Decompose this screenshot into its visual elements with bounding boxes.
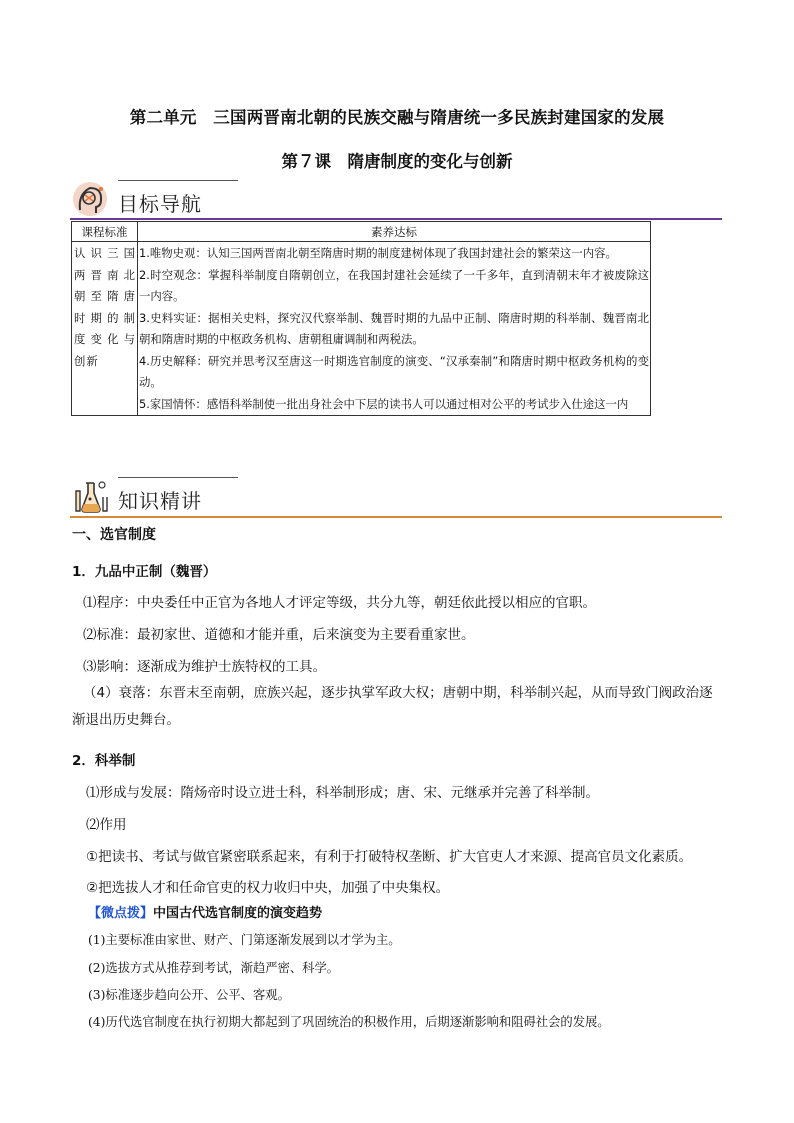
tip-label: 【微点拨】: [88, 906, 154, 921]
table-header: 课程标准: [72, 222, 138, 242]
paragraph: ⑵标准：最初家世、道德和才能并重，后来演变为主要看重家世。: [83, 627, 475, 643]
standard-line: 朝至隋唐: [74, 289, 136, 303]
tip-title: [88, 902, 322, 921]
tip-item: (1)主要标准由家世、财产、门第逐渐发展到以才学为主。: [88, 933, 401, 947]
header-rule: [70, 218, 722, 220]
standard-line: 创新: [74, 353, 99, 368]
lab-flask-icon: [70, 477, 110, 515]
tip-item: (2)选拔方式从推荐到考试，渐趋严密、科学。: [88, 961, 340, 975]
competency-goals-cell: [138, 242, 651, 416]
sub-heading: 1．九品中正制（魏晋）: [72, 564, 217, 580]
paragraph: ①把读书、考试与做官紧密联系起来，有利于打破特权垄断、扩大官吏人才来源、提高官员文化素质。: [86, 849, 693, 865]
header-rule: [70, 516, 722, 518]
tip-heading: 中国古代选官制度的演变趋势: [153, 906, 323, 921]
paragraph: ⑵作用: [86, 817, 127, 833]
table-row: [72, 242, 651, 416]
lesson-title: 第７课 隋唐制度的变化与创新: [281, 152, 513, 171]
header-top-rule: [118, 477, 238, 478]
standard-line: 度变化与: [74, 332, 136, 346]
goal-item: 2.时空观念：掌握科举制度自隋朝创立，在我国封建社会延续了一千多年，直到清朝末年才被废除这一内容。: [139, 267, 649, 303]
header-top-rule: [118, 180, 238, 181]
brain-head-icon: [70, 180, 110, 218]
tip-item: (4)历代选官制度在执行初期大都起到了巩固统治的积极作用，后期逐渐影响和阻碍社会的发展。: [88, 1015, 610, 1029]
goal-item: 1.唯物史观：认知三国两晋南北朝至隋唐时期的制度建树体现了我国封建社会的繁荣这一内容。: [139, 246, 617, 260]
standards-table: [71, 221, 651, 416]
goal-item: 5.家国情怀：感悟科举制使一批出身社会中下层的读书人可以通过相对公平的考试步入仕途这一内: [139, 396, 629, 411]
sub-heading: 2．科举制: [72, 753, 136, 769]
curriculum-standard-cell: [72, 242, 138, 416]
section-header-knowledge: [70, 477, 722, 517]
standard-line: 时期的制: [74, 310, 136, 325]
table-header-row: [72, 222, 651, 242]
unit-title: 第二单元 三国两晋南北朝的民族交融与隋唐统一多民族封建国家的发展: [129, 108, 665, 127]
paragraph: ②把选拔人才和任命官吏的权力收归中央，加强了中央集权。: [86, 880, 450, 896]
section-title: 目标导航: [118, 192, 202, 216]
paragraph: ⑶影响：逐渐成为维护士族特权的工具。: [83, 659, 326, 675]
section-header-goals: [70, 180, 722, 220]
standard-line: 认识三国: [74, 246, 136, 260]
paragraph: ⑴程序：中央委任中正官为各地人才评定等级，共分九等，朝廷依此授以相应的官职。: [83, 595, 596, 611]
standard-line: 两晋南北: [74, 267, 136, 282]
section-title: 知识精讲: [118, 489, 202, 513]
paragraph: ⑴形成与发展：隋炀帝时设立进士科，科举制形成；唐、宋、元继承并完善了科举制。: [86, 785, 599, 801]
table-header: 素养达标: [138, 222, 651, 242]
tip-item: (3)标准逐步趋向公开、公平、客观。: [88, 988, 290, 1002]
paragraph: （4）衰落：东晋末至南朝，庶族兴起，逐步执掌军政大权；唐朝中期，科举制兴起，从而导致门阀政治逐渐退出历史舞台。: [72, 685, 713, 728]
goal-item: 3.史料实证：据相关史料，探究汉代察举制、魏晋时期的九品中正制、隋唐时期的科举制、魏晋南北朝和隋唐时期的中枢政务机构、唐朝租庸调制和两税法。: [139, 310, 649, 346]
goal-item: 4.历史解释：研究并思考汉至唐这一时期选官制度的演变、“汉承秦制”和隋唐时期中枢政务机构的变动。: [139, 353, 649, 389]
section-heading: 一、选官制度: [72, 527, 156, 543]
